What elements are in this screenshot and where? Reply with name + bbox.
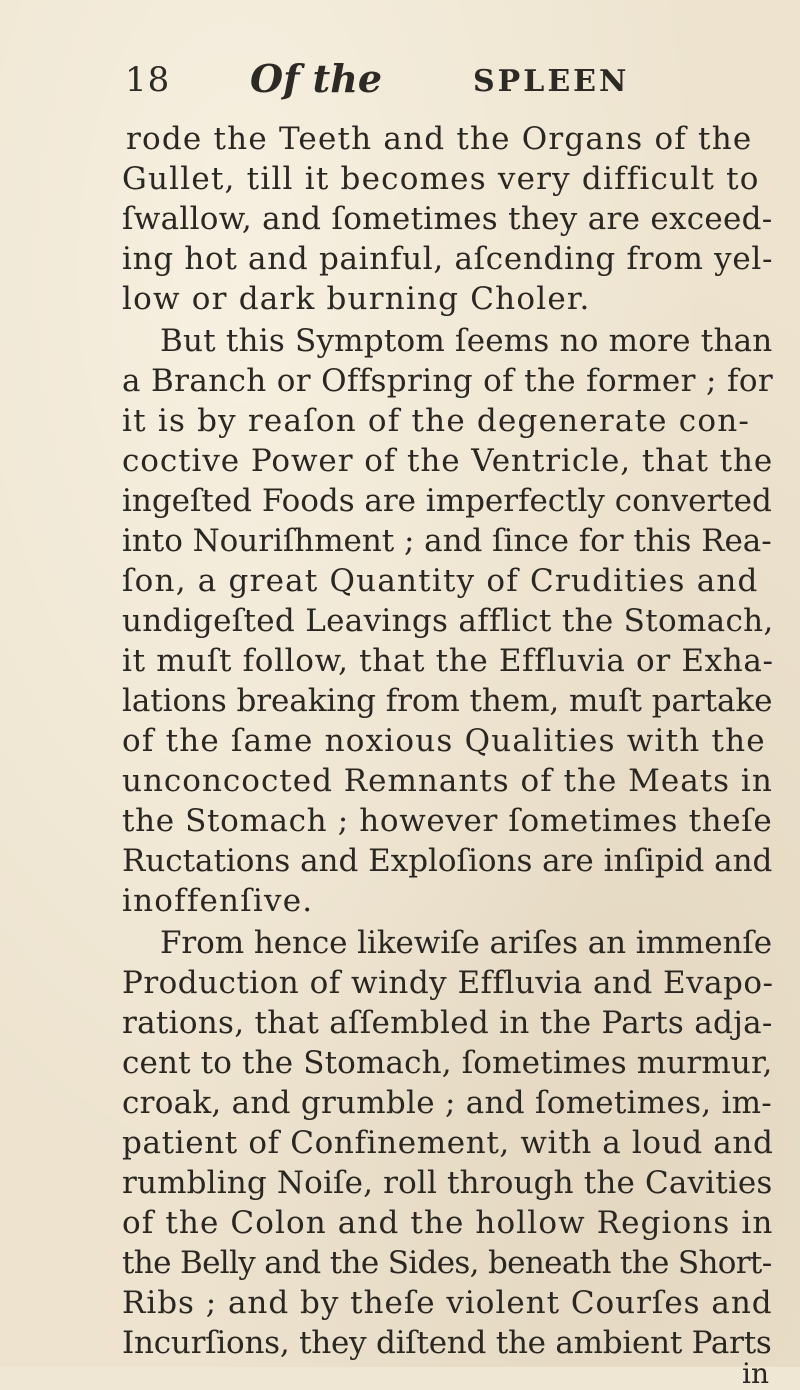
text-line: From hence likewiſe ariſes an immenſe (160, 925, 773, 961)
text-line: Incurſions, they diſtend the ambient Parts (122, 1325, 772, 1361)
text-line: undigeſted Leavings afflict the Stomach, (122, 603, 774, 639)
text-line: Ribs ; and by theſe violent Courſes and (122, 1285, 773, 1321)
text-line: it is by reaſon of the degenerate con- (122, 403, 751, 439)
text-line: ing hot and painful, aſcending from yel- (122, 241, 774, 277)
text-line: lations breaking from them, muſt partake (122, 683, 773, 719)
text-line: But this Symptom ſeems no more than (160, 323, 773, 359)
text-line: Gullet, till it becomes very difficult to (122, 161, 760, 197)
catchword: in (742, 1357, 769, 1390)
running-title-spleen: SPLEEN (473, 64, 630, 99)
running-title: Of the (250, 56, 383, 101)
text-line: a Branch or Offspring of the former ; for (122, 363, 773, 399)
text-line: ſon, a great Quantity of Crudities and (122, 563, 759, 599)
text-line: unconcocted Remnants of the Meats in (122, 763, 773, 799)
text-line: low or dark burning Choler. (122, 281, 591, 317)
text-line: patient of Confinement, with a loud and (122, 1125, 774, 1161)
text-line: croak, and grumble ; and ſometimes, im- (122, 1085, 773, 1121)
text-line: the Belly and the Sides, beneath the Short- (122, 1245, 772, 1281)
text-line: it muſt follow, that the Effluvia or Exha- (122, 643, 774, 679)
text-line: rations, that aſſembled in the Parts adja- (122, 1005, 773, 1041)
text-line: ingeſted Foods are imperfectly converted (122, 483, 772, 519)
text-line: Production of windy Effluvia and Evapo- (122, 965, 774, 1001)
text-line: ſwallow, and ſometimes they are exceed- (122, 201, 773, 237)
text-line: into Nouriſhment ; and ſince for this Rea- (122, 523, 772, 559)
text-line: coctive Power of the Ventricle, that the (122, 443, 774, 479)
text-line: cent to the Stomach, ſometimes murmur, (122, 1045, 773, 1081)
page-number: 18 (125, 60, 171, 100)
text-line: inoffenſive. (122, 883, 314, 919)
text-line: rumbling Noiſe, roll through the Cavities (122, 1165, 773, 1201)
text-line: of the ſame noxious Qualities with the (122, 723, 766, 759)
text-line: Ructations and Exploſions are inſipid and (122, 843, 773, 879)
text-line: rode the Teeth and the Organs of the (126, 121, 753, 157)
text-line: of the Colon and the hollow Regions in (122, 1205, 774, 1241)
text-line: the Stomach ; however ſometimes theſe (122, 803, 773, 839)
